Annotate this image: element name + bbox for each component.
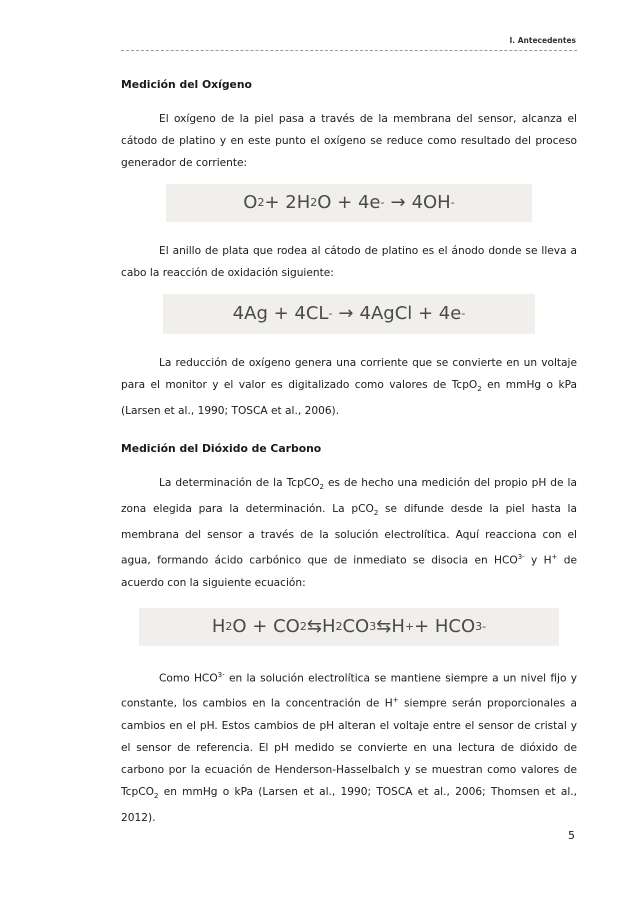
equation-carbonic-acid: H 2 O + CO 2 ⇆ H 2 CO 3 ⇆ H + + HCO 3- <box>139 608 559 646</box>
page-number: 5 <box>568 829 575 842</box>
equilibrium-arrow-icon: ⇆ <box>376 615 392 637</box>
equation-silver-oxidation: 4Ag + 4CL - → 4AgCl + 4e - <box>163 294 535 334</box>
running-header: I. Antecedentes <box>509 36 576 45</box>
paragraph-oxygen-3: La reducción de oxígeno genera una corriente que se convierte en un voltaje para el monitor y el valor es digitalizado como valores de TcpO$_2$ en mmHg o kPa (Larsen et al., 1990; TOSCA et al., 2006). <box>121 357 577 418</box>
equilibrium-arrow-icon: ⇆ <box>306 615 322 637</box>
section-title-co2: Medición del Dióxido de Carbono <box>121 442 322 456</box>
section-title-oxygen: Medición del Oxígeno <box>121 78 252 91</box>
reaction-arrow-icon: → <box>338 303 354 324</box>
paragraph-co2-1: La determinación de la TcpCO$_2$ es de hecho una medición del propio pH de la zona elegida para la determinación. La pCO$_2$ se difunde desde la piel hasta la membrana del sensor a través de la solución electrolítica. Aquí reacciona con el agua, formando ácido carbónico que de inmediato se disocia en $HCO^{3-}$ y H+ de acuerdo con la siguiente ecuación: <box>121 477 577 589</box>
paragraph-co2-2: Como $HCO^{3-}$ en la solución electrolítica se mantiene siempre a un nivel fijo y constante, los cambios en la concentración de H+ siempre serán proporcionales a cambios en el pH. Estos cambios de pH alteran el voltaje entre el sensor de cristal y el sensor de referencia. El pH medido se convierte en una lectura de dióxido de carbono por la ecuación de Henderson-Hasselbalch y se muestran como valores de TcpCO$_2$ en mmHg o kPa (Larsen et al., 1990; TOSCA et al., 2006; Thomsen et al., 2012). <box>121 670 577 825</box>
paragraph-oxygen-2: El anillo de plata que rodea al cátodo de platino es el ánodo donde se lleva a cabo la reacción de oxidación siguiente: <box>121 245 577 279</box>
header-divider <box>121 50 577 51</box>
equation-oxygen-reduction: O 2 + 2H 2 O + 4e - → 4OH - <box>166 184 532 222</box>
page-body <box>121 64 577 839</box>
reaction-arrow-icon: → <box>390 192 406 213</box>
paragraph-oxygen-1: El oxígeno de la piel pasa a través de la membrana del sensor, alcanza el cátodo de platino y en este punto el oxígeno se reduce como resultado del proceso generador de corriente: <box>121 113 577 169</box>
